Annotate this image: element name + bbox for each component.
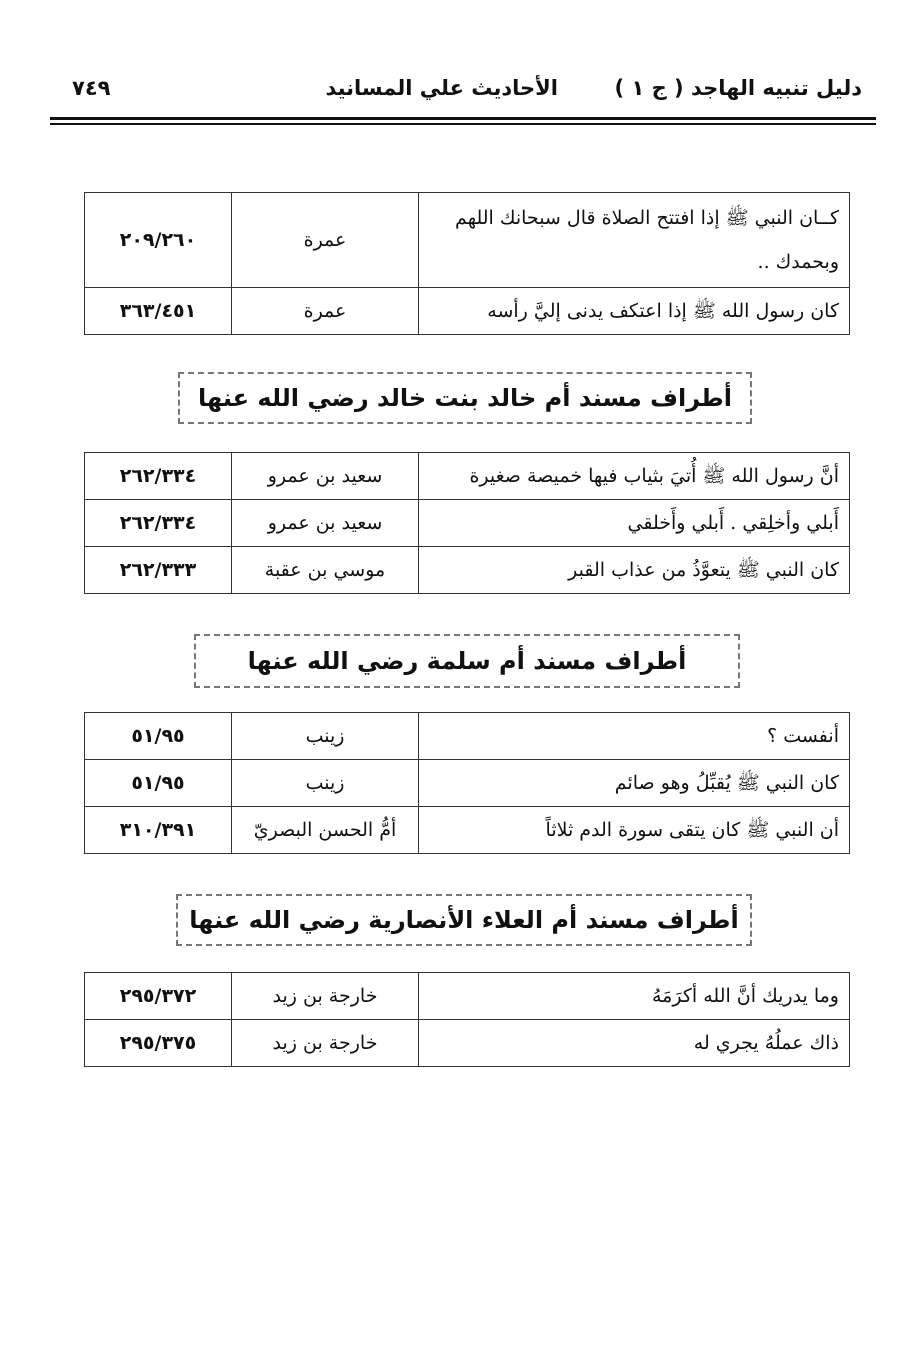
hadith-table-1 xyxy=(84,192,850,335)
reference: ٢٦٢/٣٣٤ xyxy=(85,453,232,500)
reference: ٥١/٩٥ xyxy=(85,713,232,760)
hadith-text: كان رسول الله ﷺ إذا اعتكف يدنى إليَّ رأسه xyxy=(419,288,850,335)
narrator: خارجة بن زيد xyxy=(232,1020,419,1067)
hadith-table-2 xyxy=(84,452,850,594)
narrator: سعيد بن عمرو xyxy=(232,453,419,500)
book-title: دليل تنبيه الهاجد ( ج ١ ) xyxy=(614,76,862,100)
narrator: سعيد بن عمرو xyxy=(232,500,419,547)
reference: ٢٠٩/٢٦٠ xyxy=(85,193,232,288)
reference: ٣١٠/٣٩١ xyxy=(85,807,232,854)
hadith-text: كان النبي ﷺ يتعوَّذُ من عذاب القبر xyxy=(419,547,850,594)
page-header xyxy=(50,68,876,112)
header-rule-thin xyxy=(50,123,876,125)
table-row xyxy=(85,807,850,854)
narrator: عمرة xyxy=(232,288,419,335)
table-row xyxy=(85,547,850,594)
table-row xyxy=(85,713,850,760)
hadith-text: ذاك عملُهُ يجري له xyxy=(419,1020,850,1067)
table-row xyxy=(85,500,850,547)
hadith-text: كــان النبي ﷺ إذا افتتح الصلاة قال سبحانك اللهم وبحمدك .. xyxy=(419,193,850,288)
table-row xyxy=(85,193,850,288)
table-row xyxy=(85,973,850,1020)
narrator: أمُّ الحسن البصريّ xyxy=(232,807,419,854)
narrator: زينب xyxy=(232,760,419,807)
header-rule-thick xyxy=(50,117,876,120)
hadith-text: أنفست ؟ xyxy=(419,713,850,760)
narrator: زينب xyxy=(232,713,419,760)
table-row xyxy=(85,288,850,335)
hadith-text: أنَّ رسول الله ﷺ أُتيَ بثياب فيها خميصة صغيرة xyxy=(419,453,850,500)
hadith-text: أن النبي ﷺ كان يتقى سورة الدم ثلاثاً xyxy=(419,807,850,854)
table-row xyxy=(85,1020,850,1067)
table-row xyxy=(85,760,850,807)
reference: ٢٦٢/٣٣٤ xyxy=(85,500,232,547)
narrator: عمرة xyxy=(232,193,419,288)
hadith-text: أَبلي وأخلِقي . أَبلي وأَخلقي xyxy=(419,500,850,547)
section-heading-um-salama: أطراف مسند أم سلمة رضي الله عنها xyxy=(194,634,740,688)
reference: ٢٦٢/٣٣٣ xyxy=(85,547,232,594)
hadith-text: وما يدريك أنَّ الله أكرَمَهُ xyxy=(419,973,850,1020)
reference: ٢٩٥/٣٧٥ xyxy=(85,1020,232,1067)
reference: ٣٦٣/٤٥١ xyxy=(85,288,232,335)
table-row xyxy=(85,453,850,500)
narrator: خارجة بن زيد xyxy=(232,973,419,1020)
section-heading-um-khalid: أطراف مسند أم خالد بنت خالد رضي الله عنها xyxy=(178,372,752,424)
hadith-text: كان النبي ﷺ يُقبِّلُ وهو صائم xyxy=(419,760,850,807)
reference: ٥١/٩٥ xyxy=(85,760,232,807)
section-title: الأحاديث علي المسانيد xyxy=(325,76,558,100)
reference: ٢٩٥/٣٧٢ xyxy=(85,973,232,1020)
page-number: ٧٤٩ xyxy=(72,76,111,100)
hadith-table-4 xyxy=(84,972,850,1067)
hadith-table-3 xyxy=(84,712,850,854)
section-heading-um-alaa: أطراف مسند أم العلاء الأنصارية رضي الله عنها xyxy=(176,894,752,946)
narrator: موسي بن عقبة xyxy=(232,547,419,594)
